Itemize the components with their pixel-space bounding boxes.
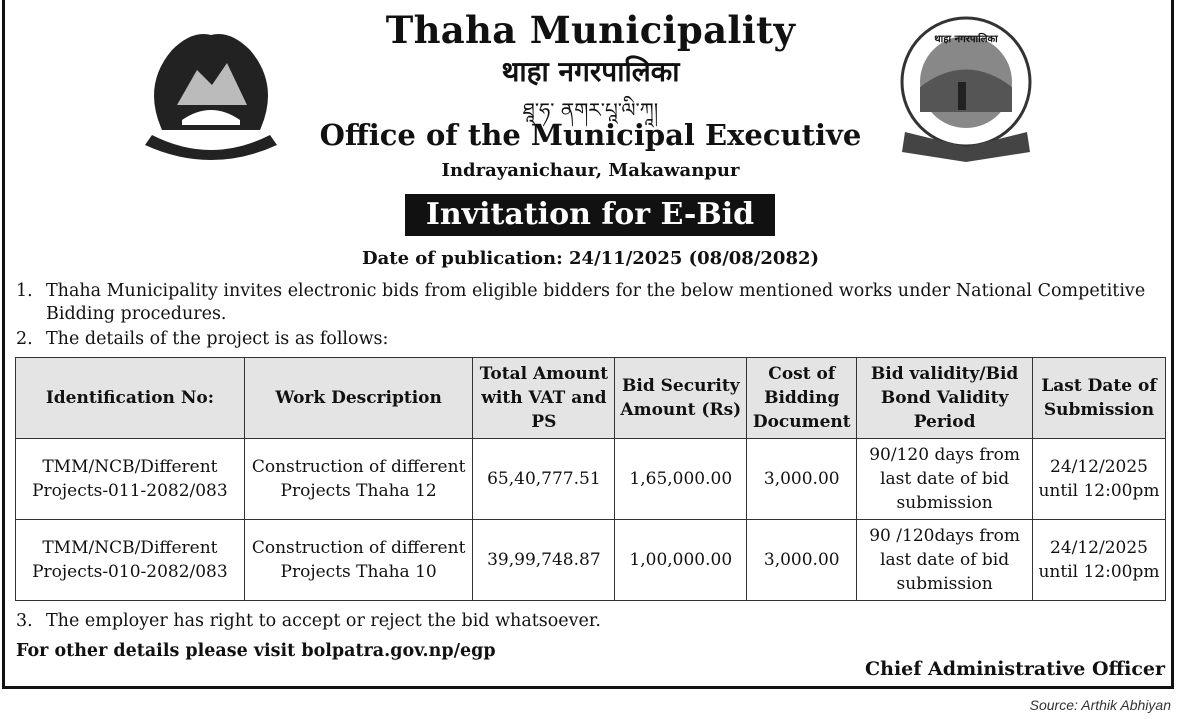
projects-table	[15, 357, 1166, 601]
table-header-row	[16, 358, 1166, 439]
municipality-title: Thaha Municipality	[385, 8, 796, 52]
paragraph-text: Thaha Municipality invites electronic bids from eligible bidders for the below mentioned works under National Competitive Bidding procedures.	[46, 281, 1146, 324]
header-work-description: Work Description	[244, 358, 473, 439]
paragraph-text: The employer has right to accept or reject the bid whatsoever.	[46, 611, 601, 631]
cell-cost-of-document: 3,000.00	[747, 439, 857, 520]
cell-total-amount: 65,40,777.51	[473, 439, 615, 520]
cell-bid-security: 1,65,000.00	[615, 439, 747, 520]
table-row	[16, 439, 1166, 520]
notice-banner: Invitation for E-Bid	[405, 194, 775, 236]
paragraph-2	[16, 328, 388, 351]
office-title: Office of the Municipal Executive	[319, 118, 862, 152]
cell-work-description: Construction of different Projects Thaha 10	[244, 520, 473, 601]
paragraph-1	[16, 280, 1166, 326]
publication-date: Date of publication: 24/11/2025 (08/08/2082)	[361, 248, 820, 269]
cell-bid-security: 1,00,000.00	[615, 520, 747, 601]
signatory: Chief Administrative Officer	[865, 658, 1165, 680]
cell-bid-validity: 90 /120days from last date of bid submission	[857, 520, 1033, 601]
source-credit: Source: Arthik Abhiyan	[1029, 697, 1171, 713]
paragraph-number: 3.	[16, 611, 33, 631]
paragraph-text: The details of the project is as follows:	[46, 329, 389, 349]
cell-identification: TMM/NCB/Different Projects-010-2082/083	[16, 520, 245, 601]
municipality-title-devanagari: थाहा नगरपालिका	[501, 55, 680, 88]
cell-last-date: 24/12/2025 until 12:00pm	[1033, 439, 1166, 520]
cell-work-description: Construction of different Projects Thaha 12	[244, 439, 473, 520]
header-identification: Identification No:	[16, 358, 245, 439]
header-total-amount: Total Amount with VAT and PS	[473, 358, 615, 439]
paragraph-number: 2.	[16, 329, 33, 349]
paragraph-3	[16, 610, 601, 633]
header-bid-security: Bid Security Amount (Rs)	[615, 358, 747, 439]
cell-total-amount: 39,99,748.87	[473, 520, 615, 601]
cell-bid-validity: 90/120 days from last date of bid submission	[857, 439, 1033, 520]
seal-name: थाहा नगरपालिका	[934, 34, 998, 45]
municipality-title-tibetan: ཐཱ་ཧ་ ནགར་པཱ་ལི་ཀཱ།	[522, 98, 659, 122]
details-link-text: For other details please visit bolpatra.gov.np/egp	[16, 641, 496, 661]
header-bid-validity: Bid validity/Bid Bond Validity Period	[857, 358, 1033, 439]
cell-cost-of-document: 3,000.00	[747, 520, 857, 601]
office-address: Indrayanichaur, Makawanpur	[441, 160, 740, 181]
cell-last-date: 24/12/2025 until 12:00pm	[1033, 520, 1166, 601]
paragraph-number: 1.	[16, 281, 33, 301]
table-row	[16, 520, 1166, 601]
header-last-date: Last Date of Submission	[1033, 358, 1166, 439]
cell-identification: TMM/NCB/Different Projects-011-2082/083	[16, 439, 245, 520]
header-cost-of-document: Cost of Bidding Document	[747, 358, 857, 439]
